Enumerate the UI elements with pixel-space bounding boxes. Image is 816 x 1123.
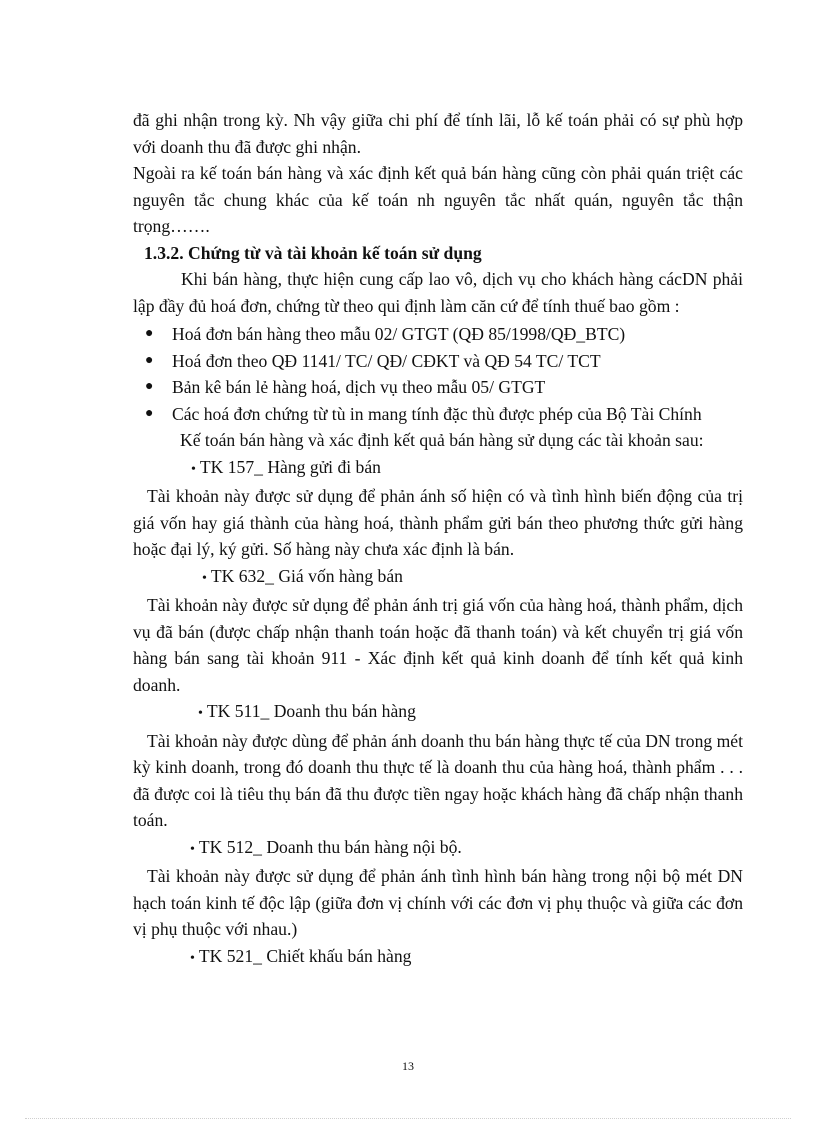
bullet-icon: ● [145, 326, 154, 341]
account-157-description: Tài khoản này được sử dụng để phản ánh số hiện có và tình hình biến động của trị giá vốn hay giá thành của hàng hoá, thành phẩm gửi bán theo phương thức gửi hàng hoặc đại lý, ký gửi. Số hàng này chưa xác định là bán. [133, 486, 743, 559]
bullet-icon: ● [145, 379, 154, 394]
bullet-icon: • [202, 570, 207, 586]
bullet-icon: ● [145, 352, 154, 368]
accounts-intro-paragraph: Kế toán bán hàng và xác định kết quả bán hàng sử dụng các tài khoản sau: [180, 430, 704, 450]
bullet-icon: • [191, 461, 196, 477]
bullet-icon: • [190, 950, 195, 966]
bullet-icon: • [198, 706, 203, 721]
bullet-icon: • [190, 841, 195, 857]
account-511-label: • TK 511_ Doanh thu bán hàng [198, 701, 416, 721]
account-512-label: • TK 512_ Doanh thu bán hàng nội bộ. [190, 836, 462, 857]
page-number: 13 [402, 1059, 414, 1073]
list-item: ● Các hoá đơn chứng từ tù in mang tính đặc thù được phép của Bộ Tài Chính [133, 401, 743, 428]
account-632-description: Tài khoản này được sử dụng để phản ánh trị giá vốn của hàng hoá, thành phẩm, dịch vụ đã bán (được chấp nhận thanh toán hoặc đã thanh toán) và kết chuyển trị giá vốn hàng bán sang tài khoản 911 - Xác định kết quả kinh doanh để tính kết quả kinh doanh. [133, 595, 743, 695]
intro-paragraph: đã ghi nhận trong kỳ. Nh vậy giữa chi phí để tính lãi, lỗ kế toán phải có sự phù hợp với doanh thu đã được ghi nhận. [133, 110, 743, 157]
list-item: ● Bản kê bán lẻ hàng hoá, dịch vụ theo mẫu 05/ GTGT [133, 374, 743, 401]
section-heading: 1.3.2. Chứng từ và tài khoản kế toán sử dụng [144, 242, 482, 263]
document-list [133, 321, 743, 427]
page-content [133, 107, 743, 972]
bullet-icon: ● [145, 405, 154, 421]
list-item: ● Hoá đơn bán hàng theo mẫu 02/ GTGT (QĐ 85/1998/QĐ_BTC) [133, 321, 743, 348]
invoice-intro-paragraph: Khi bán hàng, thực hiện cung cấp lao vô, dịch vụ cho khách hàng cácDN phải lập đầy đủ hoá đơn, chứng từ theo qui định làm căn cứ để tính thuế bao gồm : [133, 269, 743, 316]
list-item: ● Hoá đơn theo QĐ 1141/ TC/ QĐ/ CĐKT và QĐ 54 TC/ TCT [133, 348, 743, 375]
account-521-label: • TK 521_ Chiết khấu bán hàng [190, 945, 412, 966]
account-632-label: • TK 632_ Giá vốn hàng bán [202, 565, 403, 586]
page-bottom-divider [25, 1118, 791, 1119]
account-512-description: Tài khoản này được sử dụng để phản ánh tình hình bán hàng trong nội bộ mét DN hạch toán kinh tế độc lập (giữa đơn vị chính với các đơn vị phụ thuộc và giữa các đơn vị phụ thuộc với nhau.) [133, 866, 743, 939]
account-511-description: Tài khoản này được dùng để phản ánh doanh thu bán hàng thực tế của DN trong mét kỳ kinh doanh, trong đó doanh thu thực tế là doanh thu của hàng hoá, thành phẩm . . . đã được coi là tiêu thụ bán đã thu được tiền ngay hoặc khách hàng đã chấp nhận thanh toán. [133, 730, 743, 830]
principles-paragraph: Ngoài ra kế toán bán hàng và xác định kết quả bán hàng cũng còn phải quán triệt các nguyên tắc chung khác của kế toán nh nguyên tắc nhất quán, nguyên tắc thận trọng……. [133, 163, 743, 236]
account-157-label: • TK 157_ Hàng gửi đi bán [191, 456, 381, 477]
